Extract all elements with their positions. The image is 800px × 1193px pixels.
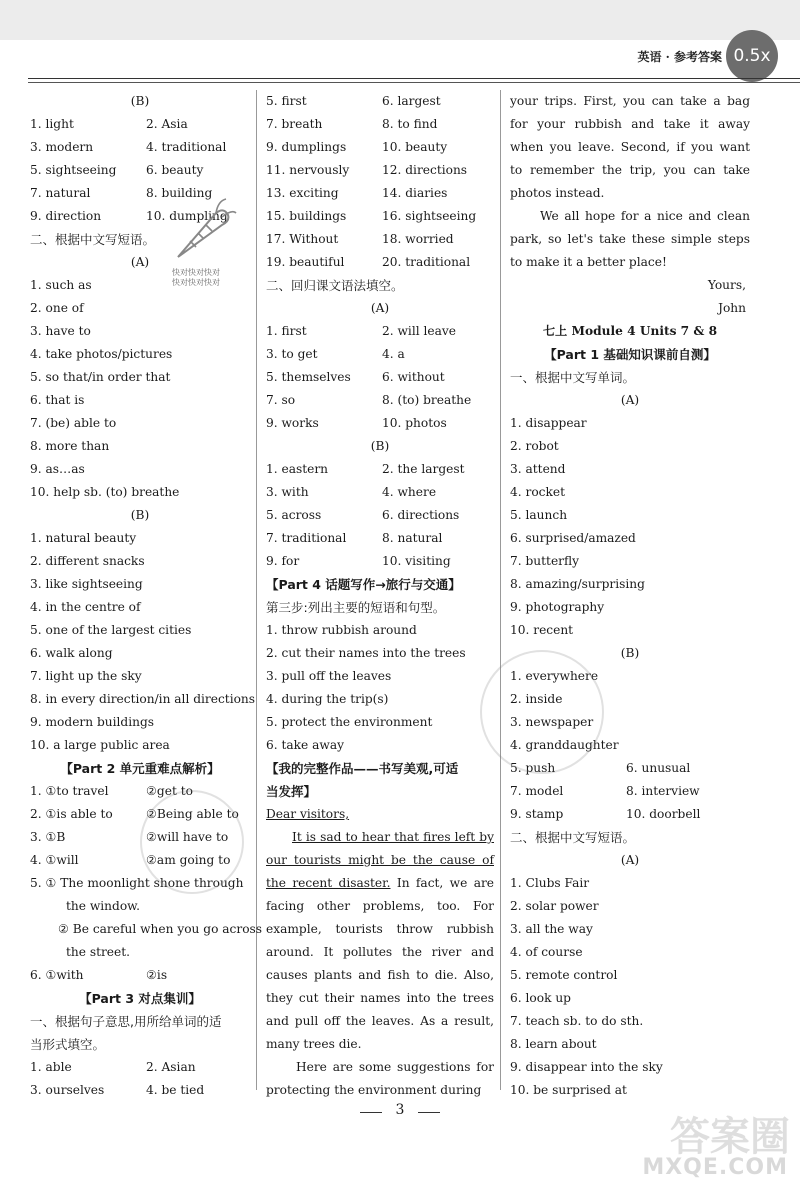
answer-item: 6. beauty — [146, 163, 204, 177]
answer-row — [30, 1079, 250, 1102]
answer-item: 2. Asian — [146, 1060, 196, 1074]
answer-item: 19. beautiful — [266, 255, 345, 269]
answer-line: the street. — [66, 945, 131, 959]
group-label: (A) — [620, 853, 640, 867]
answer-item: 7. natural — [30, 186, 91, 200]
answer-item: 9. for — [266, 554, 300, 568]
answer-item: 8. interview — [626, 784, 700, 798]
answer-item: 4. take photos/pictures — [30, 347, 173, 361]
answer-item: 3. attend — [510, 462, 566, 476]
playback-speed-button[interactable]: 0.5x — [726, 30, 778, 82]
answer-item: 4. rocket — [510, 485, 565, 499]
answer-item: 2. inside — [510, 692, 563, 706]
answer-item: 3. to get — [266, 347, 318, 361]
answer-item: 6. look up — [510, 991, 571, 1005]
answer-item: 3. have to — [30, 324, 91, 338]
answer-item: 2. different snacks — [30, 554, 145, 568]
answer-item: 10. help sb. (to) breathe — [30, 485, 180, 499]
group-label: (A) — [370, 301, 390, 315]
group-label: (B) — [130, 508, 150, 522]
answer-row — [30, 159, 250, 182]
answer-item: 20. traditional — [382, 255, 471, 269]
answer-row — [510, 803, 750, 826]
answer-item: 9. stamp — [510, 807, 564, 821]
answer-item: ②Being able to — [146, 807, 239, 821]
answer-item: 3. ourselves — [30, 1083, 105, 1097]
answer-row — [266, 251, 494, 274]
answer-item: 9. as…as — [30, 462, 85, 476]
column-divider — [500, 90, 501, 1090]
answer-row — [266, 228, 494, 251]
answer-item: 8. (to) breathe — [382, 393, 472, 407]
answer-item: 3. modern — [30, 140, 94, 154]
answer-item: 3. like sightseeing — [30, 577, 143, 591]
answer-row — [266, 458, 494, 481]
answer-row — [266, 136, 494, 159]
section-heading: 一、根据中文写单词。 — [510, 370, 636, 385]
answer-item: 9. direction — [30, 209, 102, 223]
answer-item: 14. diaries — [382, 186, 448, 200]
answer-item: 7. (be) able to — [30, 416, 117, 430]
answer-row — [266, 412, 494, 435]
watermark-site: MXQE.COM — [642, 1155, 788, 1180]
header-rule-thin — [28, 82, 800, 83]
signature: John — [718, 301, 746, 315]
underlined-sentence: the recent disaster. — [266, 876, 391, 890]
page-dash — [418, 1112, 440, 1113]
answer-row — [266, 504, 494, 527]
answer-item: 10. photos — [382, 416, 447, 430]
group-label: (B) — [370, 439, 390, 453]
answer-item: 7. model — [510, 784, 564, 798]
answer-item: 4. traditional — [146, 140, 227, 154]
answer-row — [30, 113, 250, 136]
answer-item: 6. unusual — [626, 761, 691, 775]
answer-item: 1. everywhere — [510, 669, 599, 683]
answer-row — [266, 205, 494, 228]
answer-item: 1. Clubs Fair — [510, 876, 590, 890]
page-number: 3 — [395, 1102, 405, 1118]
part-heading: 【Part 3 对点集训】 — [79, 991, 201, 1006]
answer-item: 7. teach sb. to do sth. — [510, 1014, 644, 1028]
answer-line: 5. ① The moonlight shone through — [30, 876, 244, 890]
answer-item: 4. granddaughter — [510, 738, 619, 752]
answer-item: ②get to — [146, 784, 193, 798]
answer-item: 6. ①with — [30, 968, 84, 982]
underlined-sentence: our tourists might be the cause of — [266, 853, 494, 867]
answer-item: 5. one of the largest cities — [30, 623, 192, 637]
answer-item: 5. protect the environment — [266, 715, 433, 729]
answer-item: 6. walk along — [30, 646, 113, 660]
answer-item: 5. so that/in order that — [30, 370, 171, 384]
answer-item: 4. in the centre of — [30, 600, 141, 614]
answer-item: 7. butterfly — [510, 554, 580, 568]
answer-item: 8. natural — [382, 531, 443, 545]
answer-column-3 — [510, 90, 750, 1102]
answer-row — [266, 481, 494, 504]
answer-item: ②am going to — [146, 853, 231, 867]
answer-row — [30, 964, 250, 987]
watermark-logo: 答案圈 — [670, 1114, 790, 1160]
answer-item: 12. directions — [382, 163, 468, 177]
part-heading: 【Part 2 单元重难点解析】 — [60, 761, 220, 776]
answer-item: 16. sightseeing — [382, 209, 477, 223]
salutation: Dear visitors, — [266, 807, 350, 821]
essay-text: In fact, we are facing other problems, too. For example, tourists throw rubbish around. It pollutes the river and causes plants and fish to die. Also, they cut their names into the trees and pull off the leaves. As a result, many trees die. — [266, 876, 495, 1051]
answer-row — [266, 527, 494, 550]
answer-item: 11. nervously — [266, 163, 350, 177]
answer-item: 8. to find — [382, 117, 438, 131]
closing: Yours, — [707, 278, 746, 292]
answer-item: 2. solar power — [510, 899, 599, 913]
answer-item: 5. first — [266, 94, 307, 108]
answer-item: 6. directions — [382, 508, 460, 522]
answer-row — [266, 366, 494, 389]
answer-item: 4. ①will — [30, 853, 79, 867]
answer-item: 3. with — [266, 485, 309, 499]
underlined-sentence: It is sad to hear that fires left by — [292, 830, 494, 844]
answer-item: 6. that is — [30, 393, 85, 407]
answer-item: 2. robot — [510, 439, 559, 453]
instruction: 一、根据句子意思,用所给单词的适 — [30, 1014, 222, 1029]
answer-item: 10. be surprised at — [510, 1083, 627, 1097]
answer-item: 6. without — [382, 370, 445, 384]
answer-item: 2. ①is able to — [30, 807, 113, 821]
answer-item: 15. buildings — [266, 209, 347, 223]
answer-row — [266, 389, 494, 412]
my-work-heading: 当发挥】 — [266, 784, 317, 799]
answer-item: 5. launch — [510, 508, 568, 522]
section-heading: 二、根据中文写短语。 — [510, 830, 636, 845]
answer-item: 8. in every direction/in all directions — [30, 692, 256, 706]
answer-item: 7. light up the sky — [30, 669, 142, 683]
answer-item: 10. a large public area — [30, 738, 170, 752]
answer-item: 5. themselves — [266, 370, 351, 384]
answer-item: 5. remote control — [510, 968, 618, 982]
answer-row — [266, 320, 494, 343]
answer-item: 4. where — [382, 485, 437, 499]
answer-item: 2. the largest — [382, 462, 465, 476]
group-label: (A) — [130, 255, 150, 269]
top-bar — [0, 0, 800, 40]
answer-row — [266, 550, 494, 573]
answer-item: 18. worried — [382, 232, 454, 246]
answer-item: 4. a — [382, 347, 405, 361]
answer-item: 10. dumpling — [146, 209, 228, 223]
answer-row — [266, 182, 494, 205]
answer-item: 1. light — [30, 117, 74, 131]
answer-item: 1. first — [266, 324, 307, 338]
answer-item: 2. one of — [30, 301, 84, 315]
answer-item: 5. sightseeing — [30, 163, 117, 177]
watermark-stamp-icon — [480, 650, 604, 774]
answer-item: 1. natural beauty — [30, 531, 137, 545]
instruction: 第三步:列出主要的短语和句型。 — [266, 600, 446, 615]
answer-item: 6. take away — [266, 738, 344, 752]
answer-item: 8. building — [146, 186, 213, 200]
answer-item: 9. dumplings — [266, 140, 347, 154]
essay-paragraph: We all hope for a nice and clean park, so let's take these simple steps to make it a better place! — [510, 209, 750, 269]
answer-item: 4. during the trip(s) — [266, 692, 389, 706]
section-heading: 二、回归课文语法填空。 — [266, 278, 404, 293]
answer-item: 1. ①to travel — [30, 784, 109, 798]
answer-row — [30, 1056, 250, 1079]
answer-item: 10. beauty — [382, 140, 448, 154]
answer-item: 5. push — [510, 761, 556, 775]
answer-item: 3. all the way — [510, 922, 593, 936]
answer-row — [510, 780, 750, 803]
part-heading: 【Part 4 话题写作→旅行与交通】 — [266, 577, 461, 592]
answer-item: 9. disappear into the sky — [510, 1060, 663, 1074]
answer-item: 9. photography — [510, 600, 605, 614]
answer-item: 1. disappear — [510, 416, 587, 430]
essay-paragraph — [266, 826, 494, 1056]
answer-row — [266, 113, 494, 136]
answer-item: 9. works — [266, 416, 319, 430]
answer-item: 1. eastern — [266, 462, 329, 476]
group-label: (B) — [620, 646, 640, 660]
module-heading: 七上 Module 4 Units 7 & 8 — [542, 324, 718, 338]
instruction: 当形式填空。 — [30, 1037, 106, 1052]
sticker-caption: 快对快对快对 快对快对快对 — [172, 268, 220, 287]
answer-item: 10. recent — [510, 623, 574, 637]
answer-item: 5. across — [266, 508, 322, 522]
answer-item: 4. be tied — [146, 1083, 205, 1097]
answer-item: 8. learn about — [510, 1037, 597, 1051]
answer-item: 1. such as — [30, 278, 92, 292]
answer-item: 1. throw rubbish around — [266, 623, 417, 637]
group-label: (A) — [620, 393, 640, 407]
answer-item: 7. traditional — [266, 531, 347, 545]
answer-item: 4. of course — [510, 945, 583, 959]
header-rule — [28, 78, 800, 79]
answer-item: 7. breath — [266, 117, 323, 131]
answer-item: 2. Asia — [146, 117, 188, 131]
answer-row — [266, 90, 494, 113]
part-heading: 【Part 1 基础知识课前自测】 — [544, 347, 716, 362]
answer-item: 8. more than — [30, 439, 110, 453]
essay-paragraph: your trips. First, you can take a bag for your rubbish and take it away when you leave. Second, if you want to remember the trip, you can take photos instead. — [510, 94, 750, 200]
my-work-heading: 【我的完整作品——书写美观,可适 — [266, 761, 459, 776]
group-label: (B) — [130, 94, 150, 108]
answer-item: 3. newspaper — [510, 715, 594, 729]
answer-row — [30, 136, 250, 159]
answer-item: 1. able — [30, 1060, 72, 1074]
answer-item: 6. surprised/amazed — [510, 531, 636, 545]
carrot-sticker-icon — [168, 195, 238, 265]
answer-item: 17. Without — [266, 232, 339, 246]
header-title: 英语 · 参考答案 — [637, 50, 722, 64]
answer-item: 2. will leave — [382, 324, 456, 338]
answer-item: ②is — [146, 968, 168, 982]
answer-item: 7. so — [266, 393, 296, 407]
answer-column-2 — [266, 90, 494, 1102]
answer-item: 8. amazing/surprising — [510, 577, 645, 591]
essay-paragraph: Here are some suggestions for protecting the environment during — [266, 1060, 494, 1097]
answer-line: the window. — [66, 899, 141, 913]
answer-item: 3. pull off the leaves — [266, 669, 392, 683]
answer-item: 10. visiting — [382, 554, 451, 568]
watermark-stamp-icon — [140, 790, 244, 894]
answer-item: 6. largest — [382, 94, 441, 108]
answer-item: 9. modern buildings — [30, 715, 155, 729]
answer-item: 2. cut their names into the trees — [266, 646, 466, 660]
answer-row — [266, 159, 494, 182]
answer-item: 10. doorbell — [626, 807, 701, 821]
answer-line: ② Be careful when you go across — [58, 922, 263, 936]
answer-item: 3. ①B — [30, 830, 66, 844]
answer-item: ②will have to — [146, 830, 229, 844]
section-heading: 二、根据中文写短语。 — [30, 232, 156, 247]
answer-row — [266, 343, 494, 366]
answer-item: 13. exciting — [266, 186, 339, 200]
